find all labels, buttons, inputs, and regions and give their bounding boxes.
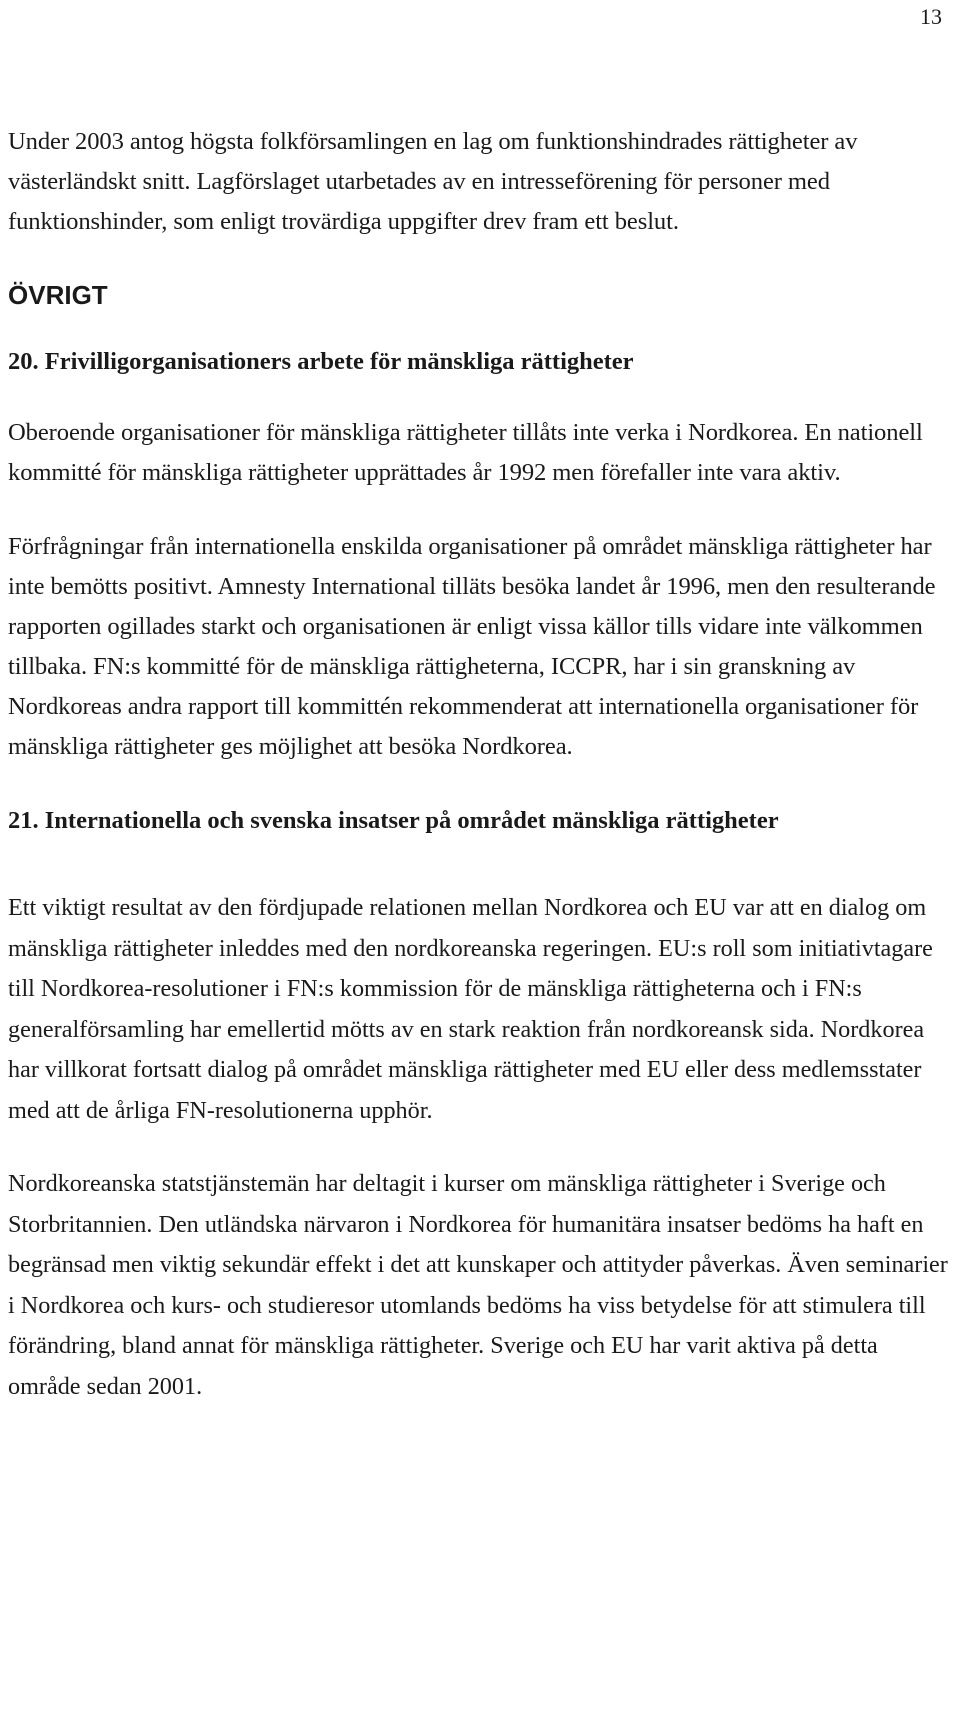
section-20-paragraph-1: Oberoende organisationer för mänskliga rättigheter tillåts inte verka i Nordkorea. En nationell kommitté för mänskliga rättigheter upprättades år 1992 men förefaller inte vara aktiv.	[8, 419, 923, 486]
section-20-heading: 20. Frivilligorganisationers arbete för mänskliga rättigheter	[8, 348, 634, 375]
intro-paragraph: Under 2003 antog högsta folkförsamlingen en lag om funktionshindrades rättigheter av västerländskt snitt. Lagförslaget utarbetades av en intresseförening för personer med funktionshinder, som enligt trovärdiga uppgifter drev fram ett beslut.	[8, 128, 858, 235]
document-body	[8, 122, 953, 1407]
section-21-paragraph-2: Nordkoreanska statstjänstemän har deltagit i kurser om mänskliga rättigheter i Sverige och Storbritannien. Den utländska närvaron i Nordkorea för humanitära insatser bedöms ha haft en begränsad men viktig sekundär effekt i det att kunskaper och attityder påverkas. Även seminarier i Nordkorea och kurs- och studieresor utomlands bedöms ha viss betydelse för att stimulera till förändring, bland annat för mänskliga rättigheter. Sverige och EU har varit aktiva på detta område sedan 2001.	[8, 1170, 948, 1400]
section-label-ovrigt: ÖVRIGT	[8, 280, 108, 310]
section-21-paragraph-1: Ett viktigt resultat av den fördjupade relationen mellan Nordkorea och EU var att en dialog om mänskliga rättigheter inleddes med den nordkoreanska regeringen. EU:s roll som initiativtagare till Nordkorea-resolutioner i FN:s kommission för de mänskliga rättigheterna och i FN:s generalförsamling har emellertid mötts av en stark reaktion från nordkoreansk sida. Nordkorea har villkorat fortsatt dialog på området mänskliga rättigheter med EU eller dess medlemsstater med att de årliga FN-resolutionerna upphör.	[8, 894, 933, 1124]
section-20-paragraph-2: Förfrågningar från internationella enskilda organisationer på området mänskliga rättigheter har inte bemötts positivt. Amnesty International tilläts besöka landet år 1996, men den resulterande rapporten ogillades starkt och organisationen är enligt vissa källor tills vidare inte välkommen tillbaka. FN:s kommitté för de mänskliga rättigheterna, ICCPR, har i sin granskning av Nordkoreas andra rapport till kommittén rekommenderat att internationella organisationer för mänskliga rättigheter ges möjlighet att besöka Nordkorea.	[8, 533, 936, 760]
page-number: 13	[920, 4, 942, 29]
section-21-heading: 21. Internationella och svenska insatser på området mänskliga rättigheter	[8, 807, 779, 834]
